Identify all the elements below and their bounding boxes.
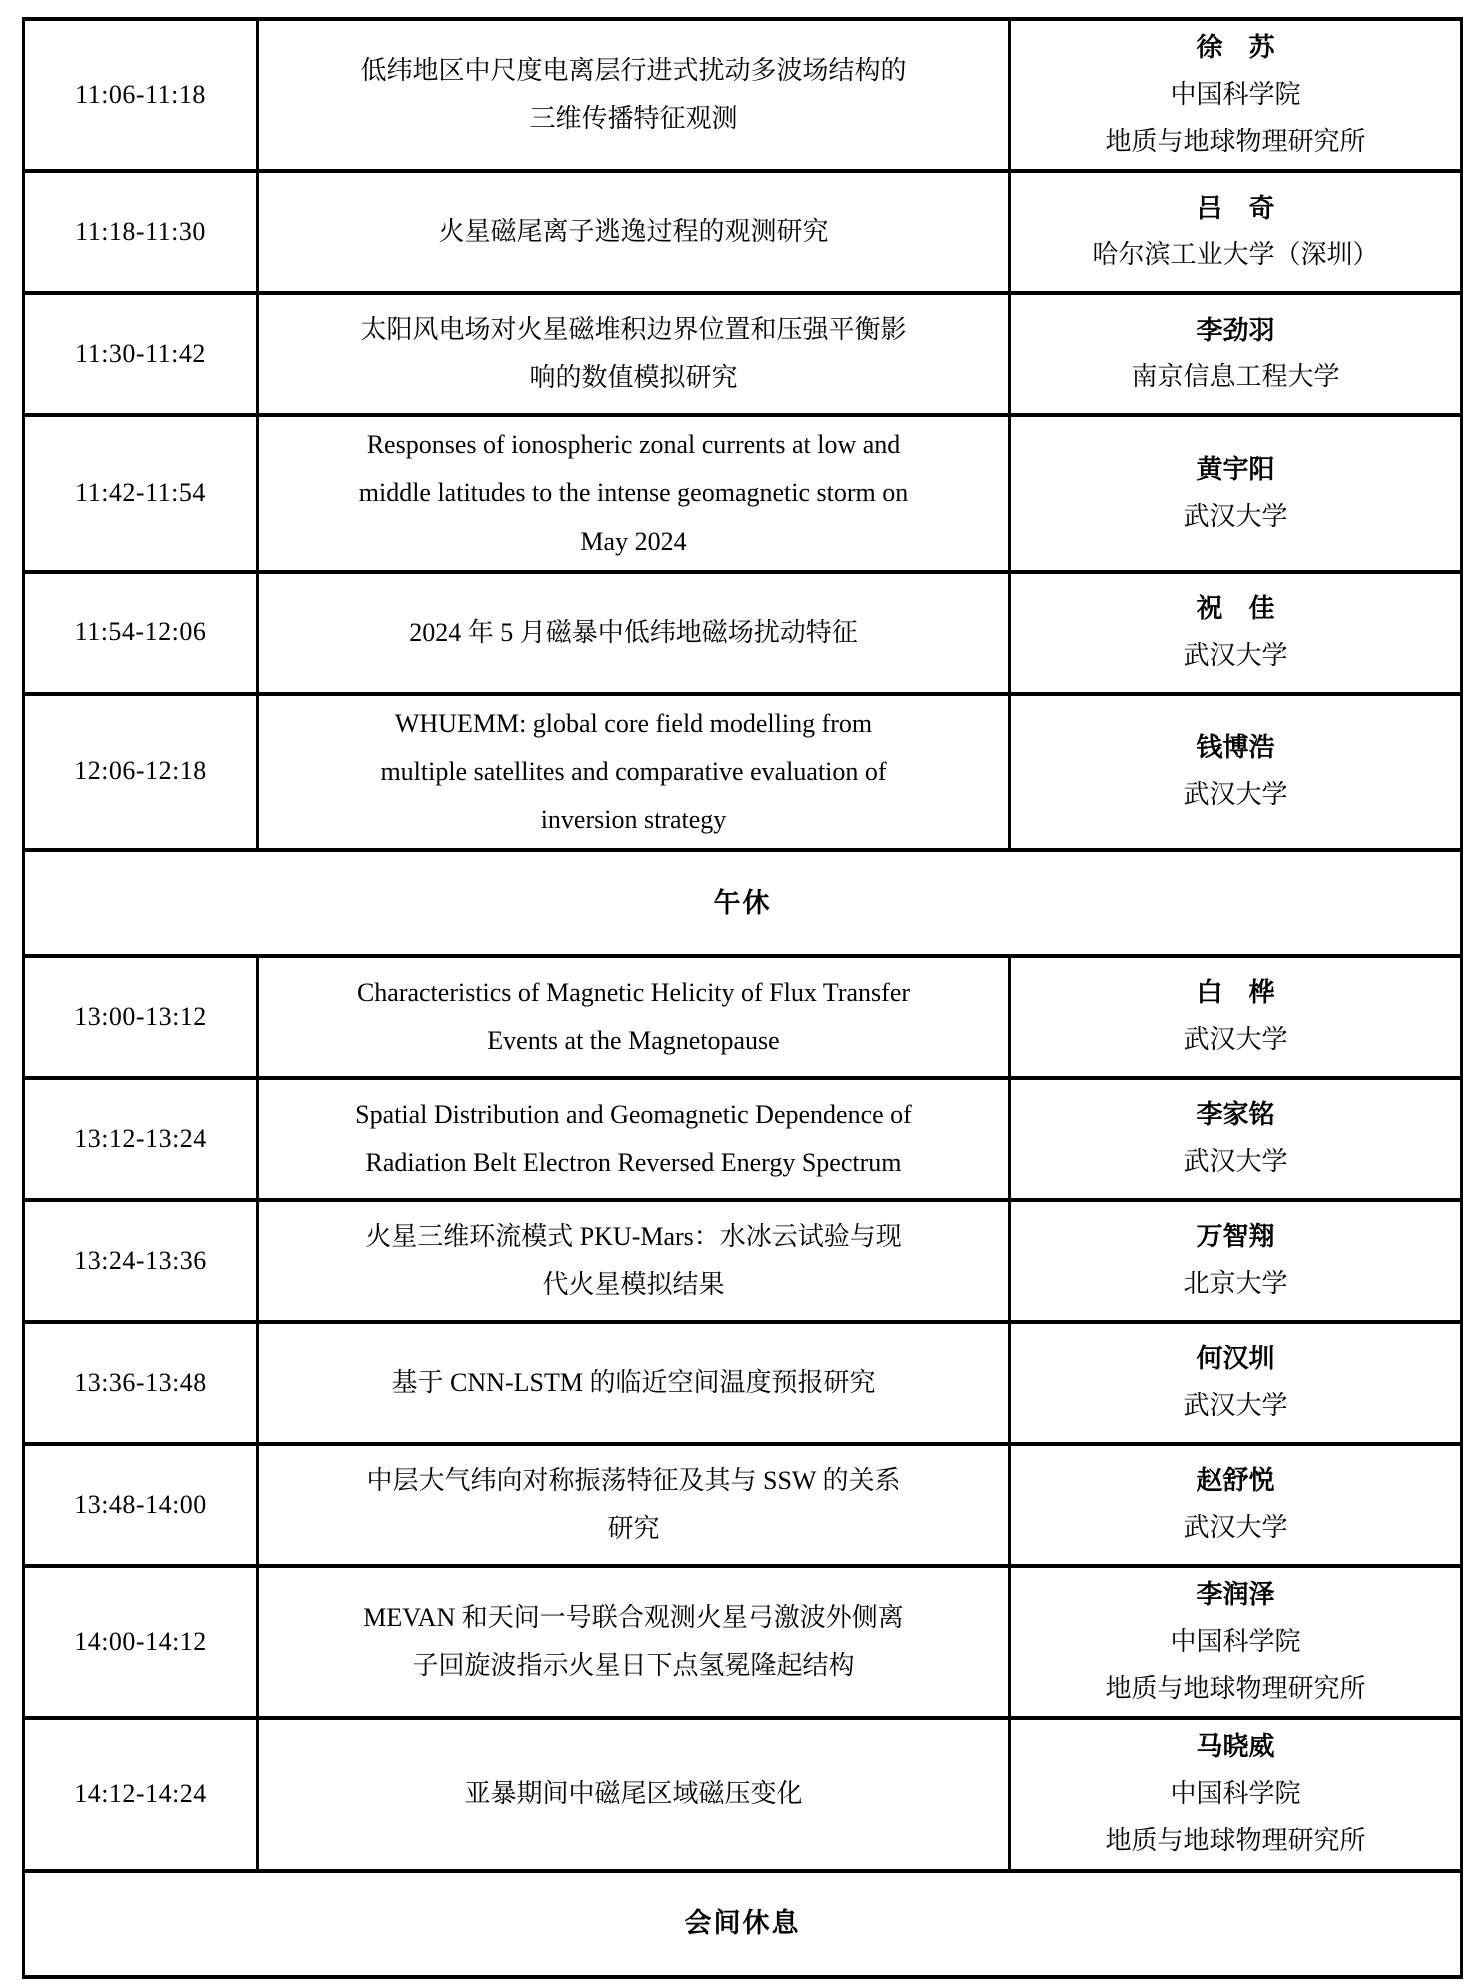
time-slot: 13:36-13:48	[24, 1322, 258, 1444]
affiliation-line: 武汉大学	[1183, 1390, 1288, 1420]
time-slot: 14:12-14:24	[24, 1718, 258, 1870]
affiliation-line: 北京大学	[1183, 1268, 1288, 1298]
affiliation-line: 地质与地球物理研究所	[1105, 1673, 1366, 1703]
affiliation-line: 武汉大学	[1183, 779, 1288, 809]
talk-title-line: 响的数值模拟研究	[529, 363, 738, 393]
break-cell	[24, 1871, 1462, 1977]
session-row	[24, 1718, 1462, 1870]
talk-title-cell	[258, 1200, 1010, 1322]
time-slot: 11:54-12:06	[24, 572, 258, 694]
affiliation-line: 中国科学院	[1170, 1626, 1301, 1656]
talk-title-line: 低纬地区中尺度电离层行进式扰动多波场结构的	[360, 56, 907, 86]
session-row	[24, 572, 1462, 694]
session-row	[24, 19, 1462, 171]
session-row	[24, 171, 1462, 293]
talk-title-cell	[258, 1322, 1010, 1444]
time-slot: 13:12-13:24	[24, 1078, 258, 1200]
affiliation-line: 地质与地球物理研究所	[1105, 1825, 1366, 1855]
time-slot: 13:00-13:12	[24, 956, 258, 1078]
presenter-cell	[1010, 171, 1462, 293]
affiliation-line: 南京信息工程大学	[1131, 362, 1340, 392]
talk-title-line: WHUEMM: global core field modelling from	[394, 708, 873, 738]
presenter-cell	[1010, 1078, 1462, 1200]
affiliation-line: 哈尔滨工业大学（深圳）	[1092, 240, 1379, 270]
presenter-name: 马晓威	[1196, 1732, 1275, 1762]
session-row	[24, 956, 1462, 1078]
talk-title-cell	[258, 1444, 1010, 1566]
time-slot: 11:42-11:54	[24, 415, 258, 571]
session-row	[24, 415, 1462, 571]
schedule-table	[22, 17, 1463, 1979]
talk-title-line: Spatial Distribution and Geomagnetic Dependence of	[355, 1099, 912, 1129]
time-slot: 11:18-11:30	[24, 171, 258, 293]
presenter-name: 赵舒悦	[1196, 1466, 1275, 1496]
presenter-cell	[1010, 694, 1462, 850]
presenter-name: 吕 奇	[1196, 193, 1275, 223]
presenter-name: 白 桦	[1196, 978, 1275, 1008]
break-label: 午休	[713, 887, 772, 918]
break-row	[24, 1871, 1462, 1977]
time-slot: 14:00-14:12	[24, 1566, 258, 1718]
talk-title-line: 研究	[607, 1513, 660, 1543]
presenter-name: 钱博浩	[1196, 733, 1275, 763]
talk-title-line: MEVAN 和天问一号联合观测火星弓激波外侧离	[363, 1603, 904, 1633]
presenter-cell	[1010, 956, 1462, 1078]
talk-title-cell	[258, 956, 1010, 1078]
talk-title-line: 子回旋波指示火星日下点氢冕隆起结构	[412, 1651, 855, 1681]
talk-title-line: Characteristics of Magnetic Helicity of Flux Transfer	[356, 977, 911, 1007]
talk-title-line: 基于 CNN-LSTM 的临近空间温度预报研究	[391, 1367, 876, 1397]
presenter-cell	[1010, 415, 1462, 571]
break-row	[24, 850, 1462, 956]
presenter-name: 何汉圳	[1196, 1344, 1275, 1374]
time-slot: 13:24-13:36	[24, 1200, 258, 1322]
affiliation-line: 武汉大学	[1183, 1512, 1288, 1542]
talk-title-line: Events at the Magnetopause	[487, 1025, 780, 1055]
talk-title-cell	[258, 415, 1010, 571]
talk-title-line: 太阳风电场对火星磁堆积边界位置和压强平衡影	[360, 315, 907, 345]
time-slot: 11:06-11:18	[24, 19, 258, 171]
presenter-name: 李家铭	[1196, 1100, 1275, 1130]
talk-title-line: Radiation Belt Electron Reversed Energy Spectrum	[365, 1147, 902, 1177]
presenter-name: 徐 苏	[1196, 33, 1275, 62]
time-slot: 12:06-12:18	[24, 694, 258, 850]
presenter-cell	[1010, 1566, 1462, 1718]
session-row	[24, 1566, 1462, 1718]
presenter-cell	[1010, 572, 1462, 694]
presenter-name: 祝 佳	[1196, 593, 1275, 623]
presenter-cell	[1010, 1200, 1462, 1322]
talk-title-cell	[258, 1078, 1010, 1200]
talk-title-cell	[258, 19, 1010, 171]
talk-title-line: inversion strategy	[540, 804, 727, 834]
presenter-cell	[1010, 1444, 1462, 1566]
affiliation-line: 武汉大学	[1183, 640, 1288, 670]
talk-title-line: 三维传播特征观测	[529, 104, 738, 134]
talk-title-line: May 2024	[580, 526, 687, 556]
session-row	[24, 1200, 1462, 1322]
talk-title-cell	[258, 1566, 1010, 1718]
break-label: 会间休息	[684, 1908, 801, 1939]
session-row	[24, 293, 1462, 415]
talk-title-line: multiple satellites and comparative evaluation of	[380, 756, 887, 786]
talk-title-line: 亚暴期间中磁尾区域磁压变化	[464, 1779, 803, 1809]
talk-title-cell	[258, 572, 1010, 694]
talk-title-cell	[258, 694, 1010, 850]
break-cell	[24, 850, 1462, 956]
talk-title-line: middle latitudes to the intense geomagnetic storm on	[358, 478, 909, 508]
session-row	[24, 1078, 1462, 1200]
talk-title-line: 2024 年 5 月磁暴中低纬地磁场扰动特征	[409, 617, 858, 647]
talk-title-cell	[258, 171, 1010, 293]
time-slot: 13:48-14:00	[24, 1444, 258, 1566]
time-slot: 11:30-11:42	[24, 293, 258, 415]
presenter-name: 万智翔	[1196, 1222, 1275, 1252]
affiliation-line: 中国科学院	[1170, 1779, 1301, 1809]
presenter-cell	[1010, 1718, 1462, 1870]
affiliation-line: 中国科学院	[1170, 79, 1301, 109]
affiliation-line: 武汉大学	[1183, 1146, 1288, 1176]
talk-title-line: 中层大气纬向对称振荡特征及其与 SSW 的关系	[366, 1465, 901, 1495]
affiliation-line: 武汉大学	[1183, 501, 1288, 531]
presenter-name: 李润泽	[1196, 1579, 1275, 1609]
talk-title-line: Responses of ionospheric zonal currents at low and	[366, 430, 901, 460]
talk-title-line: 火星三维环流模式 PKU-Mars：水冰云试验与现	[365, 1221, 902, 1251]
talk-title-line: 火星磁尾离子逃逸过程的观测研究	[438, 217, 829, 247]
session-row	[24, 694, 1462, 850]
affiliation-line: 地质与地球物理研究所	[1105, 126, 1366, 156]
talk-title-line: 代火星模拟结果	[542, 1269, 725, 1299]
talk-title-cell	[258, 1718, 1010, 1870]
schedule-body	[24, 19, 1462, 1977]
session-row	[24, 1322, 1462, 1444]
presenter-cell	[1010, 19, 1462, 171]
presenter-cell	[1010, 1322, 1462, 1444]
presenter-cell	[1010, 293, 1462, 415]
talk-title-cell	[258, 293, 1010, 415]
affiliation-line: 武汉大学	[1183, 1024, 1288, 1054]
session-row	[24, 1444, 1462, 1566]
presenter-name: 黄宇阳	[1196, 454, 1275, 484]
presenter-name: 李劲羽	[1196, 315, 1275, 345]
